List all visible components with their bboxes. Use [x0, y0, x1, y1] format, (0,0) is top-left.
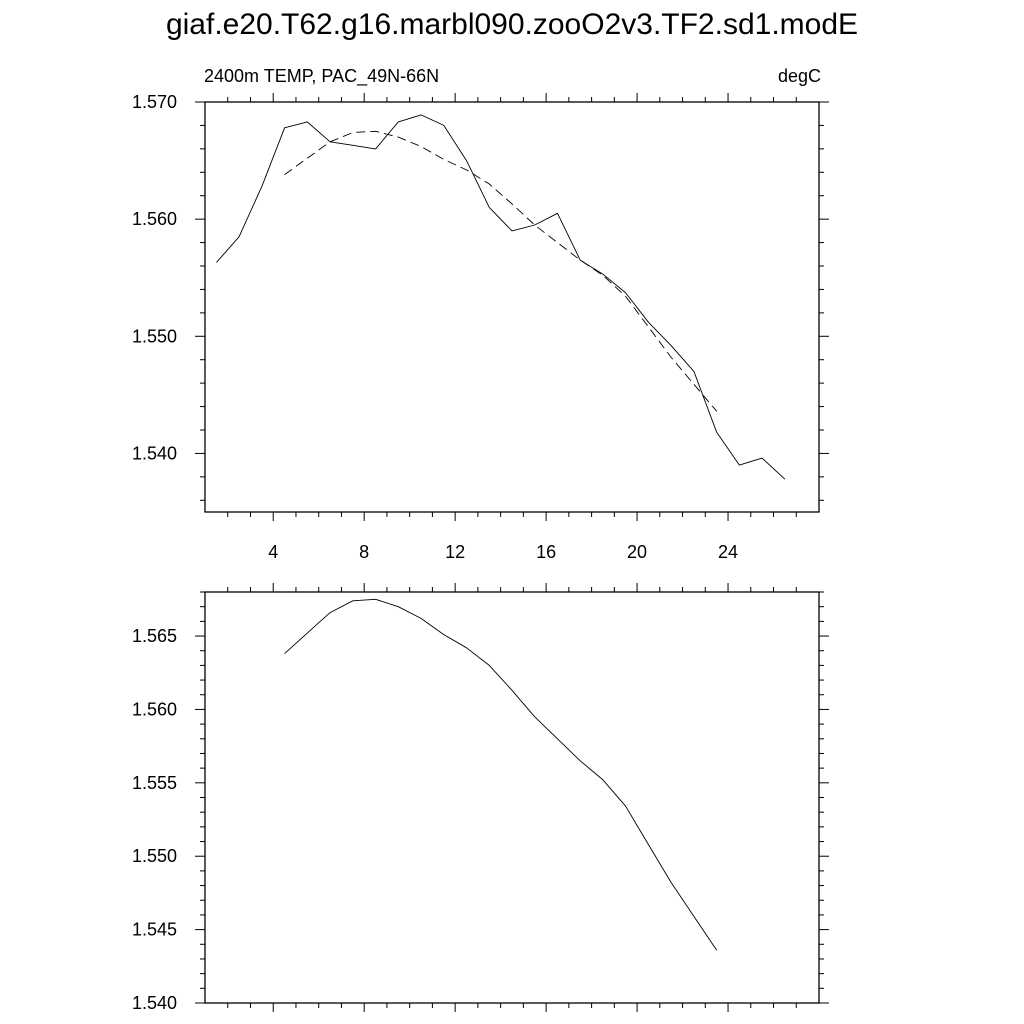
y-tick-label: 1.550 [131, 326, 177, 347]
subtitle-left: 2400m TEMP, PAC_49N-66N [204, 66, 440, 86]
page-title: giaf.e20.T62.g16.marbl090.zooO2v3.TF2.sd1.modE [165, 8, 859, 41]
subtitle-right: degC [777, 66, 821, 86]
x-tick-label: 8 [359, 542, 370, 562]
y-tick-label: 1.545 [131, 919, 177, 940]
y-tick-label: 1.570 [131, 92, 177, 112]
x-tick-label: 20 [627, 542, 648, 562]
y-tick-label: 1.540 [131, 993, 177, 1013]
top-panel [132, 92, 829, 562]
x-tick-label: 12 [445, 542, 466, 562]
y-tick-label: 1.555 [131, 772, 177, 793]
plot-frame [205, 102, 819, 512]
x-tick-label: 24 [718, 542, 739, 562]
series-line-solid [285, 599, 717, 950]
y-tick-label: 1.550 [131, 846, 177, 867]
bottom-panel [132, 583, 829, 1013]
y-tick-label: 1.565 [131, 626, 177, 647]
series-line-solid [216, 115, 785, 479]
series-line-dashed [285, 131, 717, 411]
x-tick-label: 16 [536, 542, 557, 562]
plot-frame [205, 592, 819, 1003]
x-tick-label: 4 [268, 542, 279, 562]
y-tick-label: 1.560 [131, 699, 177, 720]
y-tick-label: 1.540 [131, 443, 177, 464]
y-tick-label: 1.560 [131, 209, 177, 230]
